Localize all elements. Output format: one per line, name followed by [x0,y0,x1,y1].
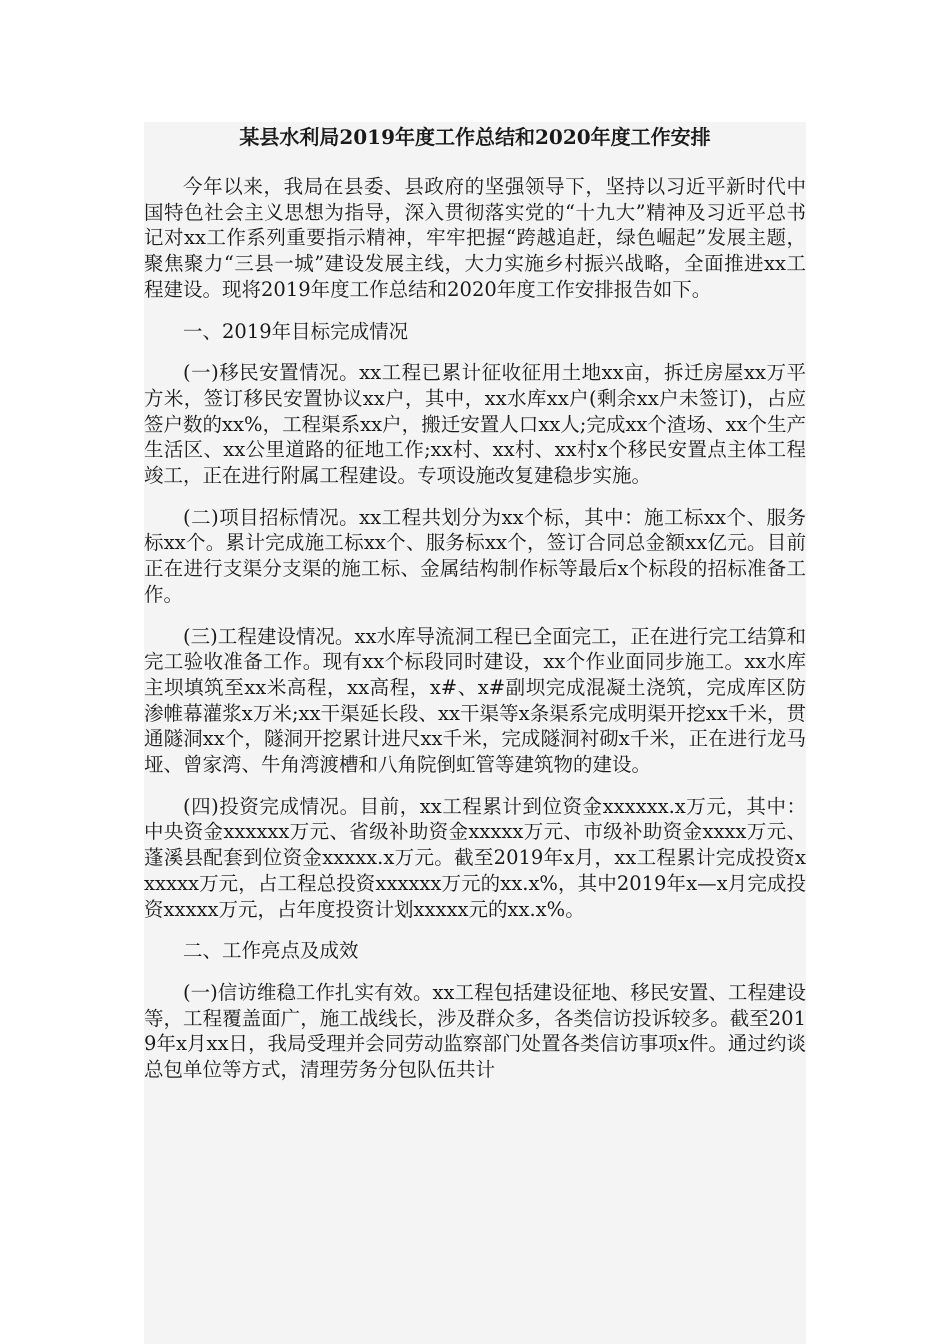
document-title: 某县水利局2019年度工作总结和2020年度工作安排 [239,125,711,149]
body-paragraph: (一)信访维稳工作扎实有效。xx工程包括建设征地、移民安置、工程建设等，工程覆盖面广，施工战线长，涉及群众多，各类信访投诉较多。截至2019年x月xx日，我局受理并会同劳动监察部门处置各类信访事项x件。通过约谈总包单位等方式，清理劳务分包队伍共计 [144,980,806,1082]
body-paragraph: (二)项目招标情况。xx工程共划分为xx个标，其中：施工标xx个、服务标xx个。累计完成施工标xx个、服务标xx个，签订合同总金额xx亿元。目前正在进行支渠分支渠的施工标、金属结构制作标等最后x个标段的招标准备工作。 [144,505,806,606]
body-paragraph: 今年以来，我局在县委、县政府的坚强领导下，坚持以习近平新时代中国特色社会主义思想为指导，深入贯彻落实党的“十九大”精神及习近平总书记对xx工作系列重要指示精神，牢牢把握“跨越追赶，绿色崛起”发展主题，聚焦聚力“三县一城”建设发展主线，大力实施乡村振兴战略，全面推进xx工程建设。现将2019年度工作总结和2020年度工作安排报告如下。 [144,175,806,301]
document-content [144,122,806,1099]
body-paragraph: (三)工程建设情况。xx水库导流洞工程已全面完工，正在进行完工结算和完工验收准备工作。现有xx个标段同时建设，xx个作业面同步施工。xx水库主坝填筑至xx米高程，xx高程，x#、x#副坝完成混凝土浇筑，完成库区防渗帷幕灌浆x万米;xx干渠延长段、xx干渠等x条渠系完成明渠开挖xx千米，贯通隧洞xx个，隧洞开挖累计进尺xx千米，完成隧洞衬砌x千米，正在进行龙马垭、曾家湾、牛角湾渡槽和八角院倒虹管等建筑物的建设。 [144,624,806,777]
body-paragraph: (四)投资完成情况。目前，xx工程累计到位资金xxxxxx.x万元，其中：中央资金xxxxxx万元、省级补助资金xxxxx万元、市级补助资金xxxx万元、蓬溪县配套到位资金xxxxx.x万元。截至2019年x月，xx工程累计完成投资xxxxxx万元，占工程总投资xxxxxx万元的xx.x%，其中2019年x—x月完成投资xxxxx万元，占年度投资计划xxxxx元的xx.x%。 [144,794,806,921]
document-body [144,174,806,1083]
section-heading: 二、工作亮点及成效 [183,939,359,963]
section-heading: 一、2019年目标完成情况 [183,319,409,343]
body-paragraph: (一)移民安置情况。xx工程已累计征收征用土地xx亩，拆迁房屋xx万平方米，签订移民安置协议xx户，其中，xx水库xx户(剩余xx户未签订)，占应签户数的xx%，工程渠系xx户，搬迁安置人口xx人;完成xx个渣场、xx个生产生活区、xx公里道路的征地工作;xx村、xx村、xx村x个移民安置点主体工程竣工，正在进行附属工程建设。专项设施改复建稳步实施。 [144,361,806,488]
